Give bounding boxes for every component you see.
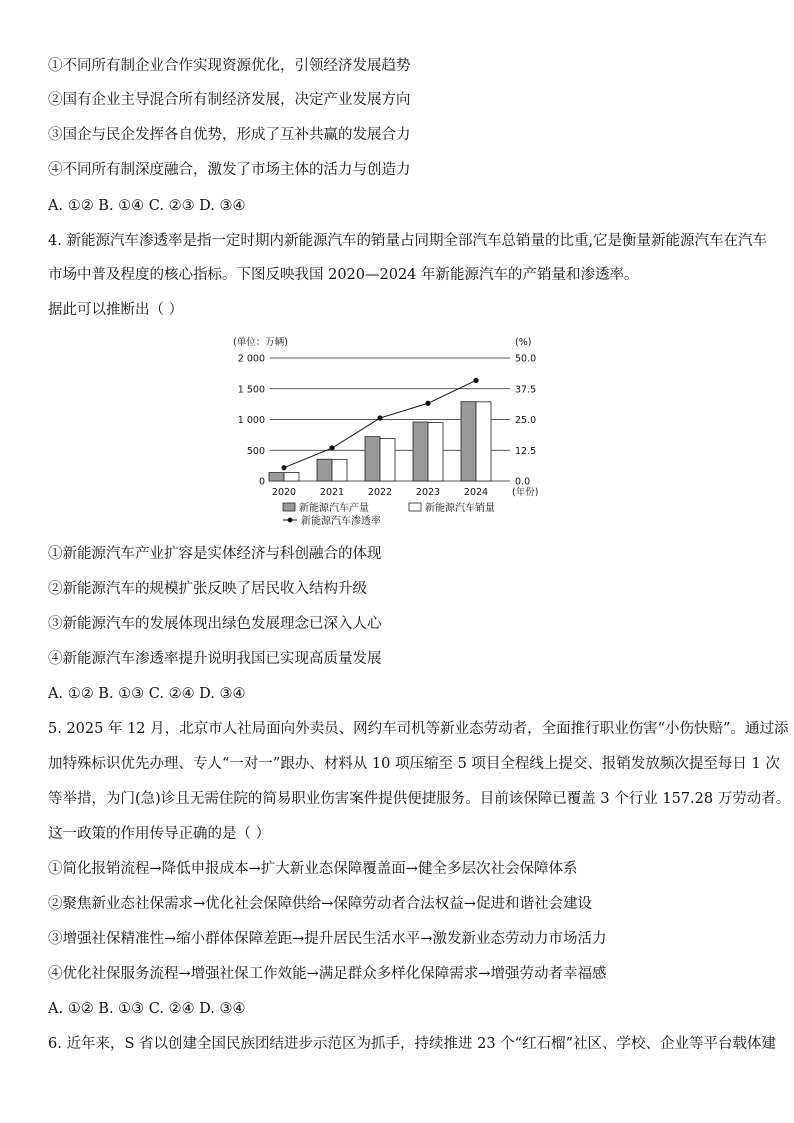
sales-bar xyxy=(332,459,347,481)
q5-option-3: ③增强社保精准性→缩小群体保障差距→提升居民生活水平→激发新业态劳动力市场活力 xyxy=(48,931,607,947)
sales-bar xyxy=(476,402,491,481)
right-tick-label: 0.0 xyxy=(515,476,531,488)
q5-option-4: ④优化社保服务流程→增强社保工作效能→满足群众多样化保障需求→增强劳动者幸福感 xyxy=(48,966,607,982)
q5-option-2: ②聚焦新业态社保需求→优化社会保障供给→保障劳动者合法权益→促进和谐社会建设 xyxy=(48,896,592,912)
q3-option-3: ③国企与民企发挥各自优势，形成了互补共赢的发展合力 xyxy=(48,127,411,143)
production-bar xyxy=(413,422,428,481)
q3-option-1: ①不同所有制企业合作实现资源优化，引领经济发展趋势 xyxy=(48,58,411,74)
q5-stem-line-3: 等举措，为门(急)诊且无需住院的简易职业伤害案件提供便捷服务。目前该保障已覆盖 3 个行业 157.28 万劳动者。 xyxy=(48,791,791,807)
x-tick-label: 2023 xyxy=(415,487,441,498)
legend-label-production: 新能源汽车产量 xyxy=(299,503,369,514)
left-axis-unit: (单位：万辆) xyxy=(233,337,288,348)
x-tick-label: 2020 xyxy=(271,487,297,498)
x-tick-label: 2021 xyxy=(319,487,345,498)
production-bar xyxy=(365,437,380,481)
left-tick-label: 1 500 xyxy=(237,384,265,396)
left-tick-label: 0 xyxy=(258,476,265,488)
q4-option-3: ③新能源汽车的发展体现出绿色发展理念已深入人心 xyxy=(48,616,382,632)
chart-bars xyxy=(269,402,491,481)
q4-stem-line-2: 市场中普及程度的核心指标。下图反映我国 2020—2024 年新能源汽车的产销量和渗透率。 xyxy=(48,267,639,283)
left-tick-label: 500 xyxy=(246,445,265,457)
right-tick-label: 25.0 xyxy=(515,415,537,426)
q3-answer-choices: A. ①② B. ①④ C. ②③ D. ③④ xyxy=(48,198,246,214)
legend-swatch-sales xyxy=(409,503,421,511)
right-axis-unit: (%) xyxy=(515,337,532,348)
production-bar xyxy=(317,459,332,481)
q4-option-2: ②新能源汽车的规模扩张反映了居民收入结构升级 xyxy=(48,581,367,597)
q4-stem-line-3: 据此可以推断出（ ） xyxy=(48,302,184,318)
penetration-point xyxy=(281,465,286,470)
q5-answer-choices: A. ①② B. ①③ C. ②④ D. ③④ xyxy=(48,1001,246,1017)
q4-stem-line-1: 4. 新能源汽车渗透率是指一定时期内新能源汽车的销量占同期全部汽车总销量的比重,它是衡量新能源汽车在汽车 xyxy=(48,233,768,249)
x-tick-label: 2022 xyxy=(367,487,393,498)
right-tick-label: 37.5 xyxy=(515,384,537,396)
production-bar xyxy=(461,402,476,481)
legend-label-penetration: 新能源汽车渗透率 xyxy=(301,516,381,527)
q5-stem-line-1: 5. 2025 年 12 月，北京市人社局面向外卖员、网约车司机等新业态劳动者，全面推行职业伤害“小伤快赔”。通过添 xyxy=(48,721,789,737)
q4-option-1: ①新能源汽车产业扩容是实体经济与科创融合的体现 xyxy=(48,546,382,562)
left-tick-label: 2 000 xyxy=(237,353,265,365)
q3-option-4: ④不同所有制深度融合，激发了市场主体的活力与创造力 xyxy=(48,162,411,178)
left-tick-label: 1 000 xyxy=(237,415,265,426)
legend-label-sales: 新能源汽车销量 xyxy=(425,503,495,514)
sales-bar xyxy=(428,423,443,481)
right-tick-label: 50.0 xyxy=(515,353,537,365)
penetration-point xyxy=(425,401,430,406)
sales-bar xyxy=(284,473,299,481)
q5-stem-line-2: 加特殊标识优先办理、专人“一对一”跟办、材料从 10 项压缩至 5 项目全程线上提交、报销发放频次提至每日 1 次 xyxy=(48,756,780,772)
sales-bar xyxy=(380,439,395,481)
right-tick-label: 12.5 xyxy=(515,445,537,457)
ev-sales-chart xyxy=(225,333,570,529)
q6-stem-line-1: 6. 近年来，S 省以创建全国民族团结进步示范区为抓手，持续推进 23 个“红石榴”社区、学校、企业等平台载体建 xyxy=(48,1036,776,1052)
x-axis-unit: (年份) xyxy=(512,487,539,498)
x-tick-label: 2024 xyxy=(463,487,489,498)
legend-swatch-penetration-dot xyxy=(288,518,293,523)
q5-option-1: ①简化报销流程→降低申报成本→扩大新业态保障覆盖面→健全多层次社会保障体系 xyxy=(48,861,578,877)
penetration-point xyxy=(473,378,478,383)
q5-stem-line-4: 这一政策的作用传导正确的是（ ） xyxy=(48,826,271,842)
q4-option-4: ④新能源汽车渗透率提升说明我国已实现高质量发展 xyxy=(48,651,382,667)
penetration-point xyxy=(329,445,334,450)
q4-answer-choices: A. ①② B. ①③ C. ②④ D. ③④ xyxy=(48,686,246,702)
chart-legend xyxy=(283,501,495,527)
production-bar xyxy=(269,473,284,481)
penetration-point xyxy=(377,415,382,420)
q3-option-2: ②国有企业主导混合所有制经济发展，决定产业发展方向 xyxy=(48,92,411,108)
legend-swatch-production xyxy=(283,503,295,511)
